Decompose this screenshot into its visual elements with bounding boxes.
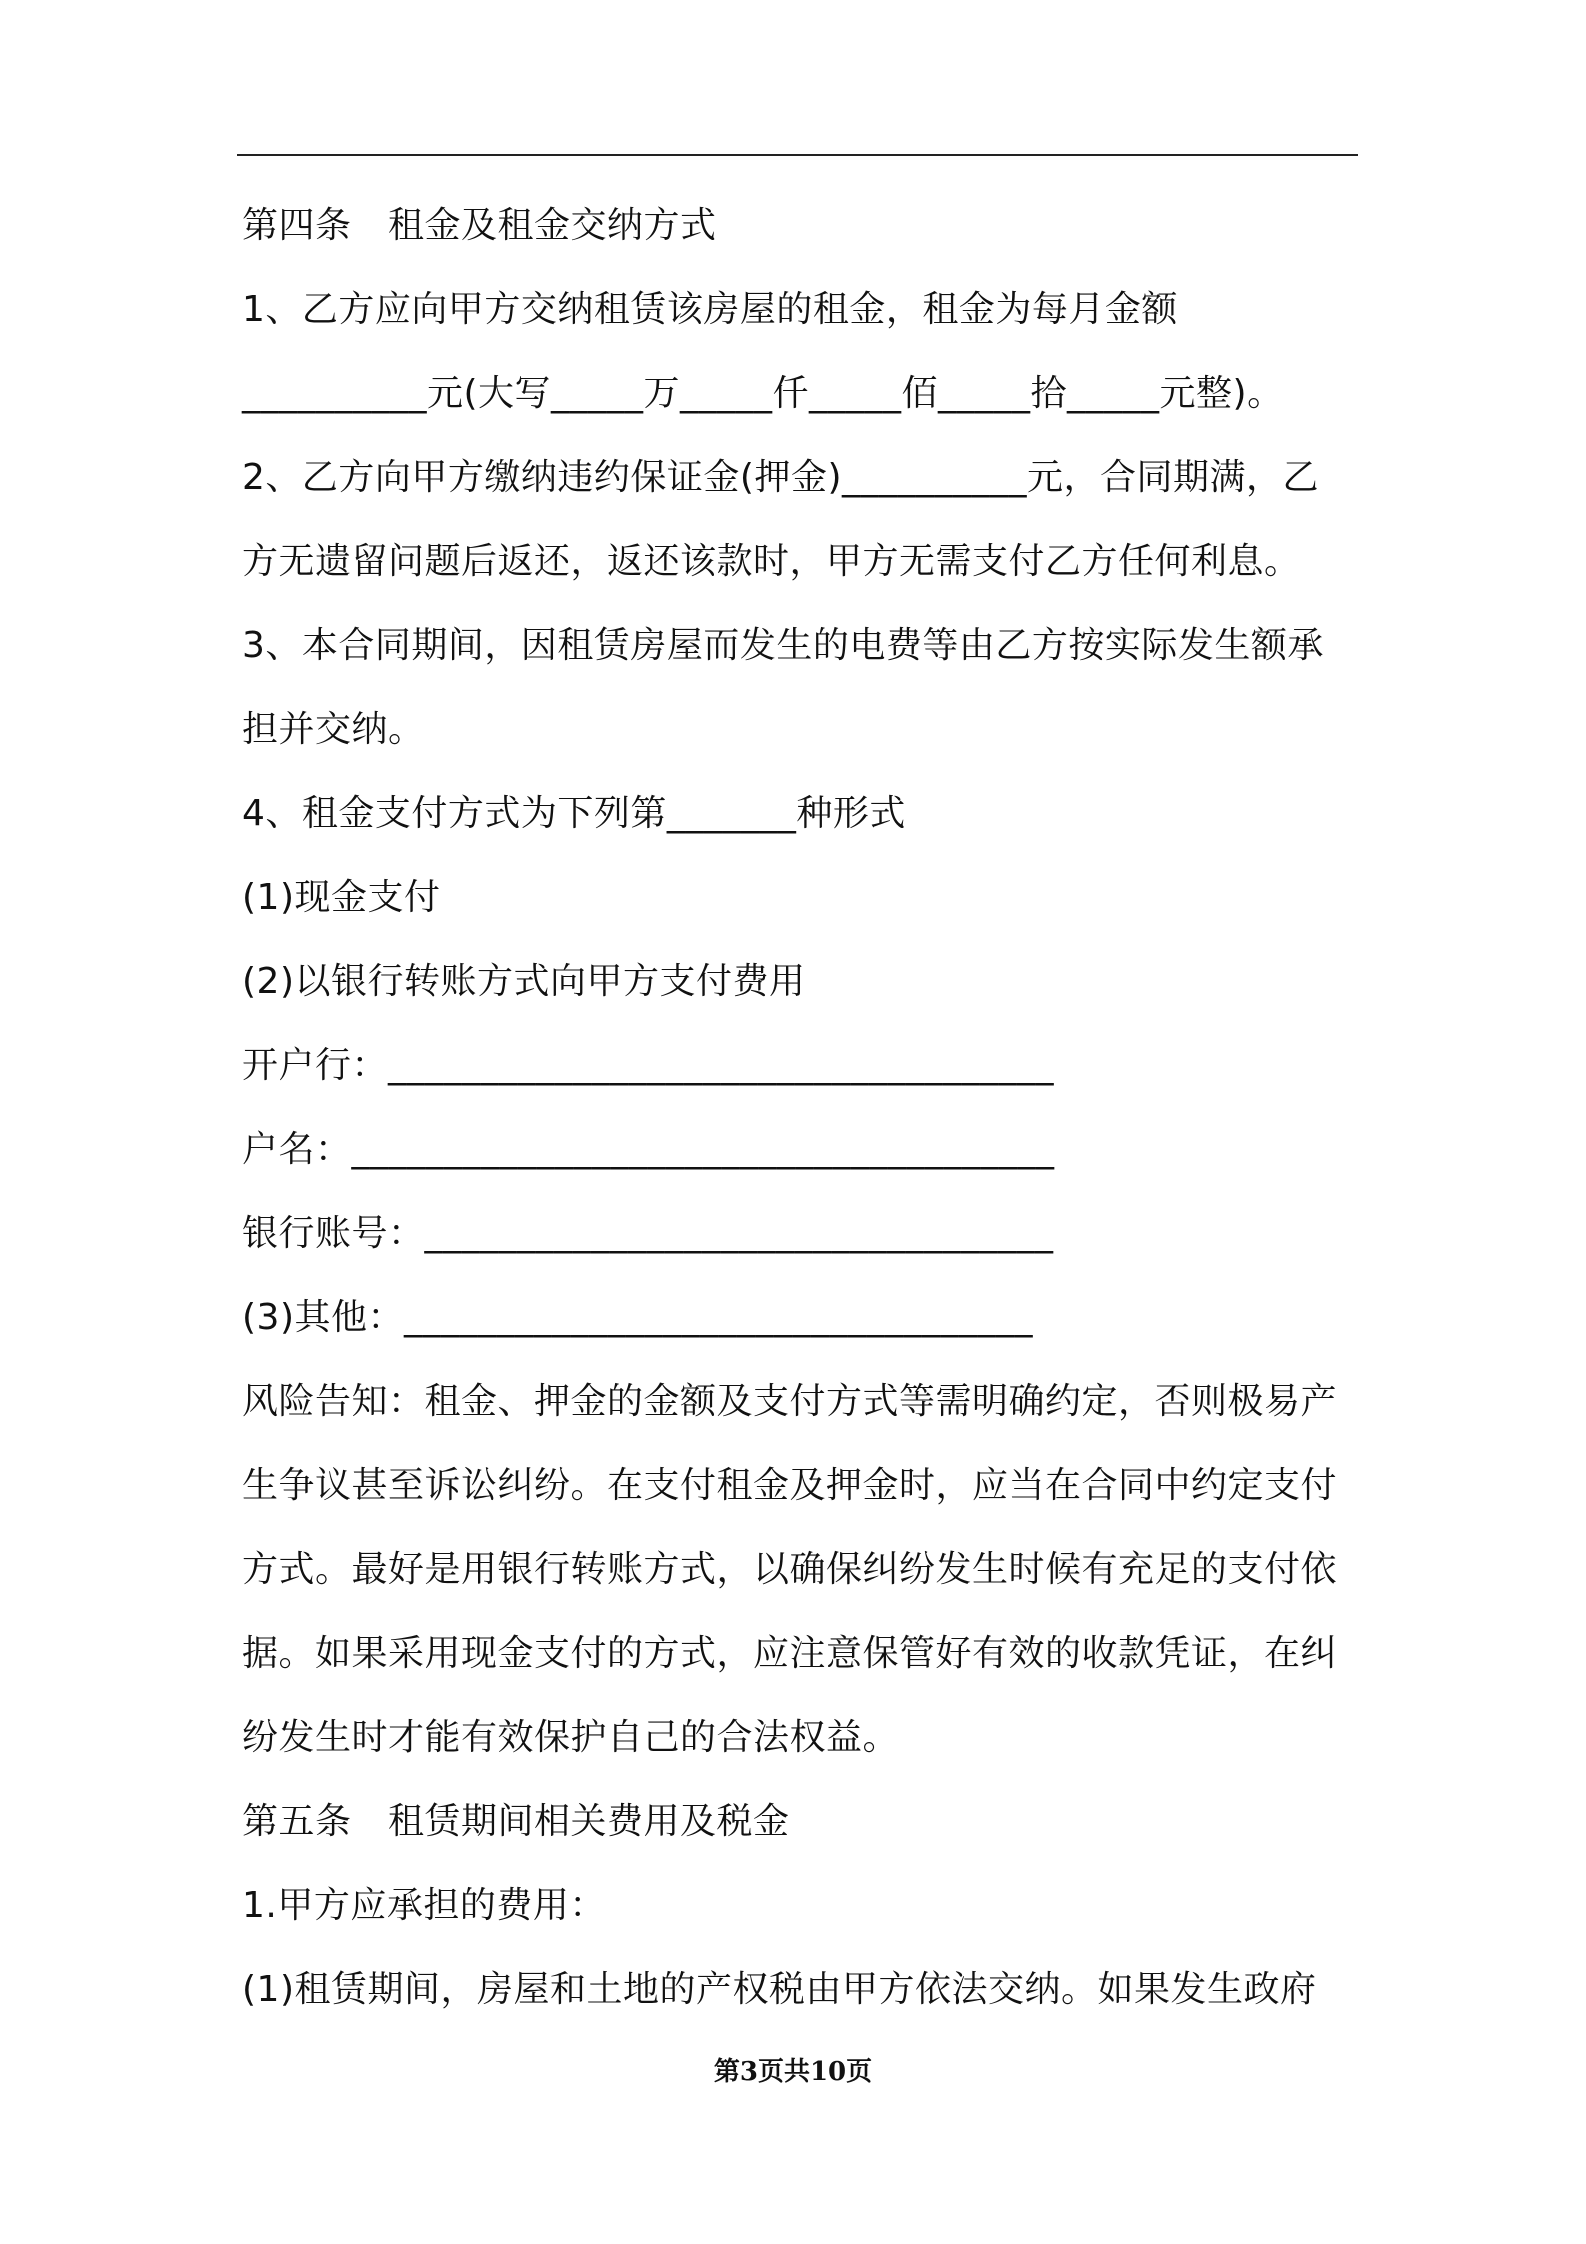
risk-notice-line-3: 方式。最好是用银行转账方式，以确保纠纷发生时候有充足的支付依	[242, 1549, 1338, 1590]
account-name-field: 户名：______________________________________	[242, 1129, 1055, 1170]
page-number: 第3页共10页	[713, 2057, 873, 2087]
article-4-heading: 第四条 租金及租金交纳方式	[242, 205, 717, 246]
payment-option-cash: (1)现金支付	[242, 877, 441, 918]
clause-3-line-2: 担并交纳。	[242, 709, 425, 750]
risk-notice-line-2: 生争议甚至诉讼纠纷。在支付租金及押金时，应当在合同中约定支付	[242, 1465, 1338, 1506]
article-5-clause-1: 1.甲方应承担的费用：	[242, 1885, 606, 1926]
clause-4-line: 4、租金支付方式为下列第_______种形式	[242, 793, 906, 834]
clause-3-line-1: 3、本合同期间，因租赁房屋而发生的电费等由乙方按实际发生额承	[242, 625, 1324, 666]
clause-1-line-1: 1、乙方应向甲方交纳租赁该房屋的租金，租金为每月金额	[242, 289, 1178, 330]
account-number-field: 银行账号：__________________________________	[242, 1213, 1054, 1254]
payment-option-transfer: (2)以银行转账方式向甲方支付费用	[242, 961, 806, 1002]
bank-name-field: 开户行：____________________________________	[242, 1045, 1055, 1086]
risk-notice-line-5: 纷发生时才能有效保护自己的合法权益。	[242, 1717, 900, 1758]
article-5-heading: 第五条 租赁期间相关费用及税金	[242, 1801, 790, 1842]
clause-1-line-2: __________元(大写_____万_____仟_____佰_____拾_____元整)。	[242, 373, 1284, 414]
clause-2-line-1: 2、乙方向甲方缴纳违约保证金(押金)__________元，合同期满，乙	[242, 457, 1319, 498]
clause-2-line-2: 方无遗留问题后返还，返还该款时，甲方无需支付乙方任何利息。	[242, 541, 1301, 582]
payment-option-other: (3)其他：__________________________________	[242, 1297, 1033, 1338]
article-5-item-1: (1)租赁期间，房屋和土地的产权税由甲方依法交纳。如果发生政府	[242, 1969, 1317, 2010]
risk-notice-line-4: 据。如果采用现金支付的方式，应注意保管好有效的收款凭证，在纠	[242, 1633, 1338, 1674]
header-rule	[237, 154, 1358, 156]
risk-notice-line-1: 风险告知：租金、押金的金额及支付方式等需明确约定，否则极易产	[242, 1381, 1338, 1422]
